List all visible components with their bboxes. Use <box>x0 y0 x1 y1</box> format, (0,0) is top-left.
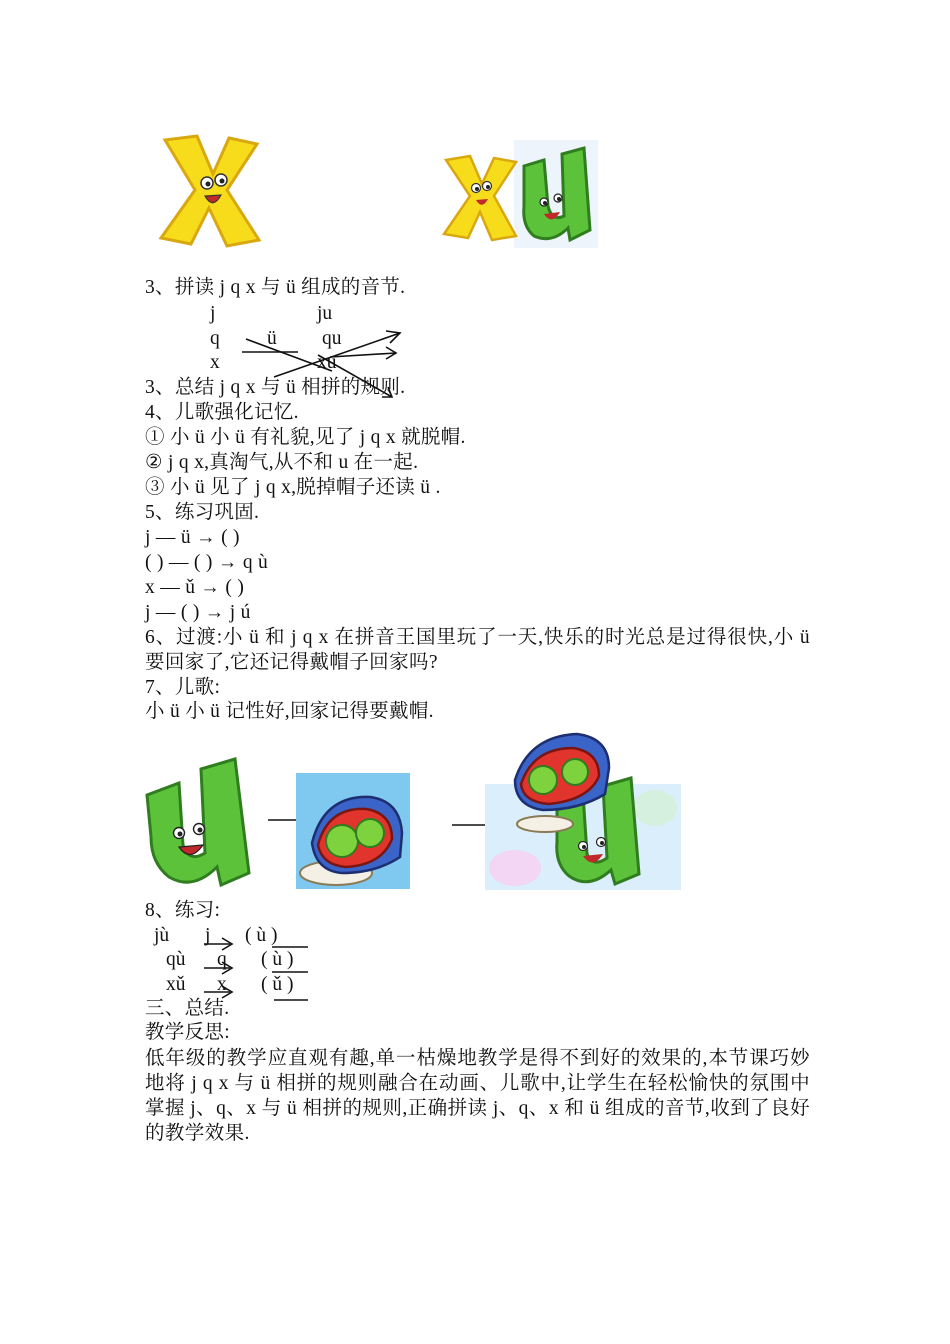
reflection-text: 低年级的教学应直观有趣,单一枯燥地教学是得不到好的效果的,本节课巧妙地将 j q x 与 ü 相拼的规则融合在动画、儿歌中,让学生在轻松愉快的氛围中掌握 j、q、x 与 ü 相拼的规则,正确拼读 j、q、x 和 ü 组成的音节,收到了良好的教学效果. <box>145 1048 810 1144</box>
syllable-xǔ: xǔ <box>166 974 186 995</box>
exercise-1: j — ü → ( ) <box>145 527 240 548</box>
summary-heading: 三、总结. <box>145 998 230 1019</box>
section-3b-heading: 3、总结 j q x 与 ü 相拼的规则. <box>145 377 406 398</box>
initial-q: q <box>210 328 220 349</box>
vowel-answer-2: ( ù ) <box>261 949 294 970</box>
syllable-jù: jù <box>154 925 170 946</box>
initial-x-8: x <box>217 974 227 995</box>
cartoon-letter-x-icon <box>155 128 265 250</box>
cartoon-letter-u-icon <box>143 745 261 889</box>
syllable-ju: ju <box>317 303 333 324</box>
section-7-text: 小 ü 小 ü 记性好,回家记得要戴帽. <box>145 701 434 722</box>
syllable-qù: qù <box>166 949 186 970</box>
exercise-4: j — ( ) → j ú <box>145 602 251 623</box>
vowel-answer-1: ( ù ) <box>245 925 278 946</box>
vowel-answer-3: ( ǔ ) <box>261 974 294 995</box>
initial-j: j <box>210 303 216 324</box>
rhyme-1: ① 小 ü 小 ü 有礼貌,见了 j q x 就脱帽. <box>145 427 466 448</box>
initial-j-8: j <box>205 925 211 946</box>
section-4-heading: 4、儿歌强化记忆. <box>145 402 299 423</box>
section-7-heading: 7、儿歌: <box>145 677 221 698</box>
syllable-xu: xu <box>317 352 337 373</box>
exercise-3: x — ǔ → ( ) <box>145 577 245 598</box>
initial-q-8: q <box>217 949 227 970</box>
section-6-text: 6、过渡:小 ü 和 j q x 在拼音王国里玩了一天,快乐的时光总是过得很快,小 ü 要回家了,它还记得戴帽子回家吗? <box>145 627 810 673</box>
reflection-heading: 教学反思: <box>145 1022 230 1043</box>
section-3a-heading: 3、拼读 j q x 与 ü 组成的音节. <box>145 277 406 298</box>
hat-icon <box>296 773 410 889</box>
initial-x: x <box>210 352 220 373</box>
letter-u-wearing-hat-icon <box>485 728 681 890</box>
rhyme-2: ② j q x,真淘气,从不和 u 在一起. <box>145 452 419 473</box>
syllable-qu: qu <box>322 328 342 349</box>
practice-arrows <box>196 930 316 1006</box>
section-8-heading: 8、练习: <box>145 900 221 921</box>
cartoon-letters-xu-icon <box>440 140 598 248</box>
rhyme-3: ③ 小 ü 见了 j q x,脱掉帽子还读 ü . <box>145 477 441 498</box>
vowel-u-umlaut: ü <box>267 328 277 349</box>
exercise-2: ( ) — ( ) → q ù <box>145 552 269 573</box>
section-5-heading: 5、练习巩固. <box>145 502 260 523</box>
